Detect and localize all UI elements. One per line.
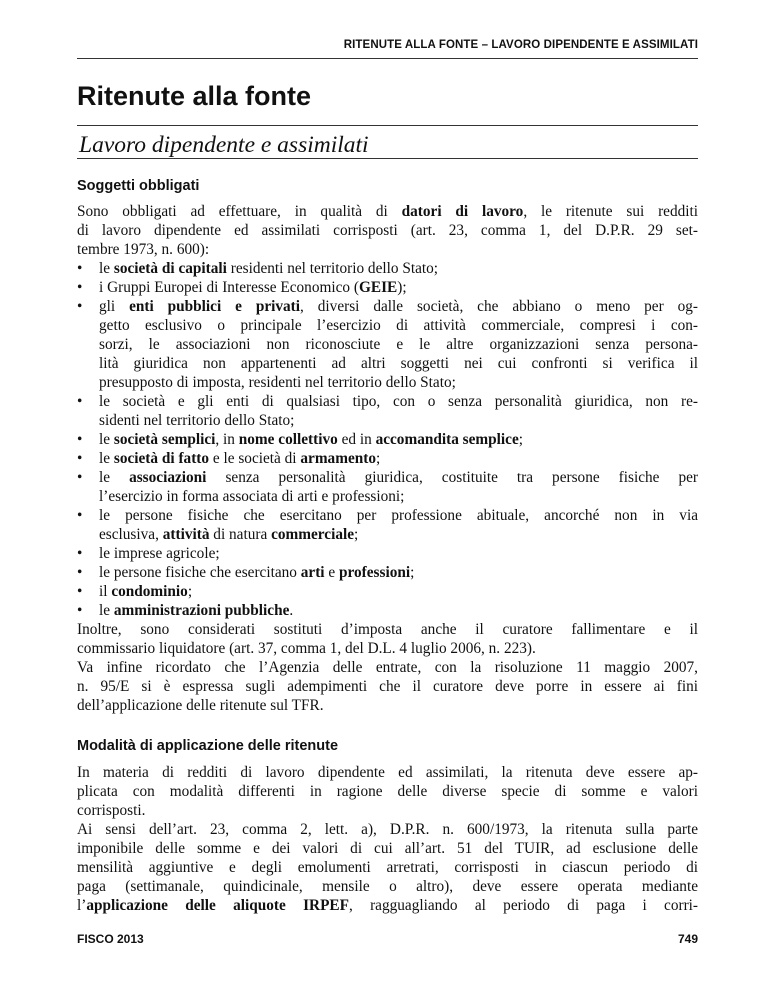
- text-line: imponibile delle somme e dei valori di cui all’art. 51 del TUIR, ad esclusione delle: [77, 840, 698, 857]
- document-page: [77, 0, 698, 994]
- section-body-modalita: [77, 763, 698, 915]
- text-line: Ai sensi dell’art. 23, comma 2, lett. a), D.P.R. n. 600/1973, la ritenuta sulla parte: [77, 821, 698, 838]
- section-heading-modalita: Modalità di applicazione delle ritenute: [77, 738, 339, 754]
- bullet-icon: •: [77, 431, 83, 448]
- list-item: [77, 392, 698, 430]
- list-item-line: le imprese agricole;: [99, 545, 220, 562]
- text-line: In materia di redditi di lavoro dipendente ed assimilati, la ritenuta deve essere ap-: [77, 764, 698, 781]
- list-item: [77, 278, 698, 297]
- text-line: l’applicazione delle aliquote IRPEF, ragguagliando al periodo di paga i corri-: [77, 897, 698, 914]
- list-item: [77, 582, 698, 601]
- list-item: [77, 430, 698, 449]
- footer-publication: FISCO 2013: [77, 932, 144, 946]
- list-item: [77, 563, 698, 582]
- list-item-line: presupposto di imposta, residenti nel territorio dello Stato;: [99, 374, 456, 391]
- text-line: plicata con modalità differenti in ragione delle diverse specie di somme e valori: [77, 783, 698, 800]
- bullet-icon: •: [77, 545, 83, 562]
- text-line: Sono obbligati ad effettuare, in qualità di datori di lavoro, le ritenute sui redditi: [77, 203, 698, 220]
- running-header: RITENUTE ALLA FONTE – LAVORO DIPENDENTE E ASSIMILATI: [343, 39, 698, 51]
- list-item-line: sorzi, le associazioni non riconosciute e le altre organizzazioni senza persona-: [99, 336, 698, 353]
- page-subtitle: Lavoro dipendente e assimilati: [79, 132, 369, 158]
- title-rule-bottom: [77, 158, 698, 159]
- bullet-icon: •: [77, 393, 83, 410]
- text-line: Inoltre, sono considerati sostituti d’imposta anche il curatore fallimentare e il: [77, 621, 698, 638]
- title-rule-top: [77, 125, 698, 126]
- section-body-soggetti: [77, 202, 698, 715]
- list-item-line: le persone fisiche che esercitano per professione abituale, ancorché non in via: [99, 507, 698, 524]
- text-line: di lavoro dipendente ed assimilati corrisposti (art. 23, comma 1, del D.P.R. 29 set-: [77, 222, 698, 239]
- list-item: [77, 506, 698, 544]
- list-item-line: gli enti pubblici e privati, diversi dalle società, che abbiano o meno per og-: [99, 298, 698, 315]
- page-title: Ritenute alla fonte: [77, 81, 312, 111]
- list-item-line: le amministrazioni pubbliche.: [99, 602, 294, 619]
- text-line: paga (settimanale, quindicinale, mensile o altro), deve essere operata mediante: [77, 878, 698, 895]
- list-item-line: le associazioni senza personalità giuridica, costituite tra persone fisiche per: [99, 469, 698, 486]
- bullet-icon: •: [77, 602, 83, 619]
- list-item-line: le società e gli enti di qualsiasi tipo, con o senza personalità giuridica, non re-: [99, 393, 698, 410]
- list-item-line: lità giuridica non appartenenti ad altri soggetti nei cui confronti si verifica il: [99, 355, 698, 372]
- bullet-icon: •: [77, 260, 83, 277]
- list-item-line: le società semplici, in nome collettivo ed in accomandita semplice;: [99, 431, 523, 448]
- text-line: Va infine ricordato che l’Agenzia delle entrate, con la risoluzione 11 maggio 2007,: [77, 659, 698, 676]
- bullet-icon: •: [77, 583, 83, 600]
- footer-page-number: 749: [677, 932, 698, 946]
- list-item: [77, 601, 698, 620]
- list-item: [77, 468, 698, 506]
- list-item-line: le persone fisiche che esercitano arti e professioni;: [99, 564, 415, 581]
- text-line: mensilità aggiuntive e degli emolumenti arretrati, corrisposti in ciascun periodo di: [77, 859, 698, 876]
- bullet-icon: •: [77, 507, 83, 524]
- list-item: [77, 297, 698, 392]
- bullet-icon: •: [77, 450, 83, 467]
- text-line: commissario liquidatore (art. 37, comma 1, del D.L. 4 luglio 2006, n. 223).: [77, 640, 536, 657]
- list-item-line: esclusiva, attività di natura commerciale;: [99, 526, 359, 543]
- header-rule: [77, 58, 698, 59]
- text-line: tembre 1973, n. 600):: [77, 241, 210, 258]
- list-item-line: le società di capitali residenti nel territorio dello Stato;: [99, 260, 439, 277]
- text-line: n. 95/E si è espressa sugli adempimenti che il curatore deve porre in essere ai fini: [77, 678, 698, 695]
- text-line: corrisposti.: [77, 802, 146, 819]
- list-item: [77, 544, 698, 563]
- list-item-line: il condominio;: [99, 583, 193, 600]
- bullet-icon: •: [77, 298, 83, 315]
- list-item-line: le società di fatto e le società di armamento;: [99, 450, 381, 467]
- list-item: [77, 259, 698, 278]
- section-heading-soggetti: Soggetti obbligati: [77, 178, 200, 194]
- list-item-line: sidenti nel territorio dello Stato;: [99, 412, 295, 429]
- list-item: [77, 449, 698, 468]
- text-line: dell’applicazione delle ritenute sul TFR.: [77, 697, 324, 714]
- list-item-line: l’esercizio in forma associata di arti e professioni;: [99, 488, 405, 505]
- list-item-line: getto esclusivo o principale l’esercizio di attività commerciale, compresi i con-: [99, 317, 698, 334]
- bullet-icon: •: [77, 564, 83, 581]
- bullet-icon: •: [77, 279, 83, 296]
- bullet-icon: •: [77, 469, 83, 486]
- list-item-line: i Gruppi Europei di Interesse Economico (GEIE);: [99, 279, 407, 296]
